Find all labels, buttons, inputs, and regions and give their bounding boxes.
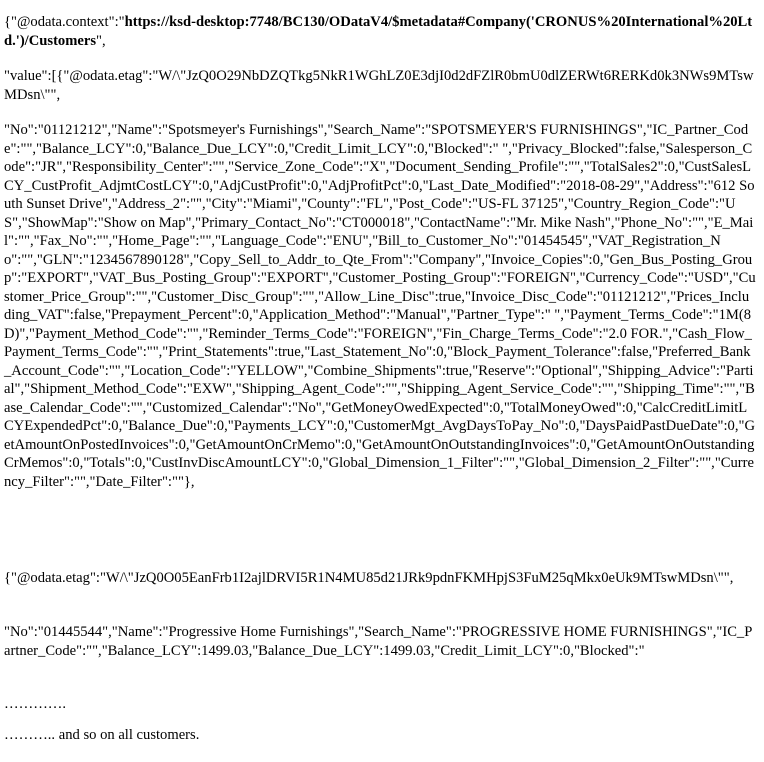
second-customer-record: "No":"01445544","Name":"Progressive Home Furnishings","Search_Name":"PROGRESSIVE HOME FURNISHINGS","IC_Partner_Code":"","Balance_LCY":1499.03,"Balance_Due_LCY":1499.03,"Credit_Limit_LCY":0,"Blocked":" [4,624,753,659]
context-prefix: {"@odata.context":" [4,14,125,30]
ellipsis-line: …………. [4,696,67,712]
context-suffix: ", [96,32,106,49]
first-customer-record: "No":"01121212","Name":"Spotsmeyer's Furnishings","Search_Name":"SPOTSMEYER'S FURNISHINGS","IC_Partner_Code":"","Balance_LCY":0,"Balance_Due_LCY":0,"Credit_Limit_LCY":0,"Blocked":" ","Privacy_Blocked":false,"Salesperson_Code":"JR","Responsibility_Center":"","Service_Zone_Code":"X","Document_Sending_Profile":"","TotalSales2":0,"CustSalesLCY_CustProfit_AdjmtCostLCY":0,"AdjCustProfit":0,"AdjProfitPct":0,"Last_Date_Modified":"2018-08-29","Address":"612 South Sunset Drive","Address_2":"","City":"Miami","County":"FL","Post_Code":"US-FL 37125","Country_Region_Code":"US","ShowMap":"Show on Map","Primary_Contact_No":"CT000018","ContactName":"Mr. Mike Nash","Phone_No":"","E_Mail":"","Fax_No":"","Home_Page":"","Language_Code":"ENU","Bill_to_Customer_No":"01454545","VAT_Registration_No":"","GLN":"1234567890128","Copy_Sell_to_Addr_to_Qte_From":"Company","Invoice_Copies":0,"Gen_Bus_Posting_Group":"EXPORT","VAT_Bus_Posting_Group":"EXPORT","Customer_Posting_Group":"FOREIGN","Currency_Code":"USD","Customer_Price_Group":"","Customer_Disc_Group":"","Allow_Line_Disc":true,"Invoice_Disc_Code":"01121212","Prices_Including_VAT":false,"Prepayment_Percent":0,"Application_Method":"Manual","Partner_Type":" ","Payment_Terms_Code":"1M(8D)","Payment_Method_Code":"","Reminder_Terms_Code":"FOREIGN","Fin_Charge_Terms_Code":"2.0 FOR.","Cash_Flow_Payment_Terms_Code":"","Print_Statements":true,"Last_Statement_No":0,"Block_Payment_Tolerance":false,"Preferred_Bank_Account_Code":"","Location_Code":"YELLOW","Combine_Shipments":true,"Reserve":"Optional","Shipping_Advice":"Partial","Shipment_Method_Code":"EXW","Shipping_Agent_Code":"","Shipping_Agent_Service_Code":"","Shipping_Time":"","Base_Calendar_Code":"","Customized_Calendar":"No","GetMoneyOwedExpected":0,"TotalMoneyOwed":0,"CalcCreditLimitLCYExpendedPct":0,"Balance_Due":0,"Payments_LCY":0,"CustomerMgt_AvgDaysToPay_No":0,"DaysPaidPastDueDate":0,"GetAmountOnPostedInvoices":0,"GetAmountOnCrMemo":0,"GetAmountOnOutstandingInvoices":0,"GetAmountOnOutstandingCrMemos":0,"Totals":0,"CustInvDiscAmountLCY":0,"Global_Dimension_1_Filter":"","Global_Dimension_2_Filter":"","Currency_Filter":"","Date_Filter":""}, [4,122,756,490]
second-etag-line: {"@odata.etag":"W/\"JzQ0O05EanFrb1I2ajlDRVI5R1N4MU85d21JRk9pdnFKMHpjS3FuM25qMkx0eUk9MTswMDsn\"", [4,570,734,586]
first-etag-line: "value":[{"@odata.etag":"W/\"JzQ0O29NbDZQTkg5NkR1WGhLZ0E3djI0d2dFZlR0bmU0dlZERWt6RERKd0k3NWs9MTswMDsn\"", [4,68,754,103]
context-url: https://ksd-desktop:7748/BC130/ODataV4/$metadata#Company('CRONUS%20International%20Ltd.')/Customers [4,14,753,49]
footer-note: ……….. and so on all customers. [4,727,200,743]
odata-context-line [4,13,756,50]
